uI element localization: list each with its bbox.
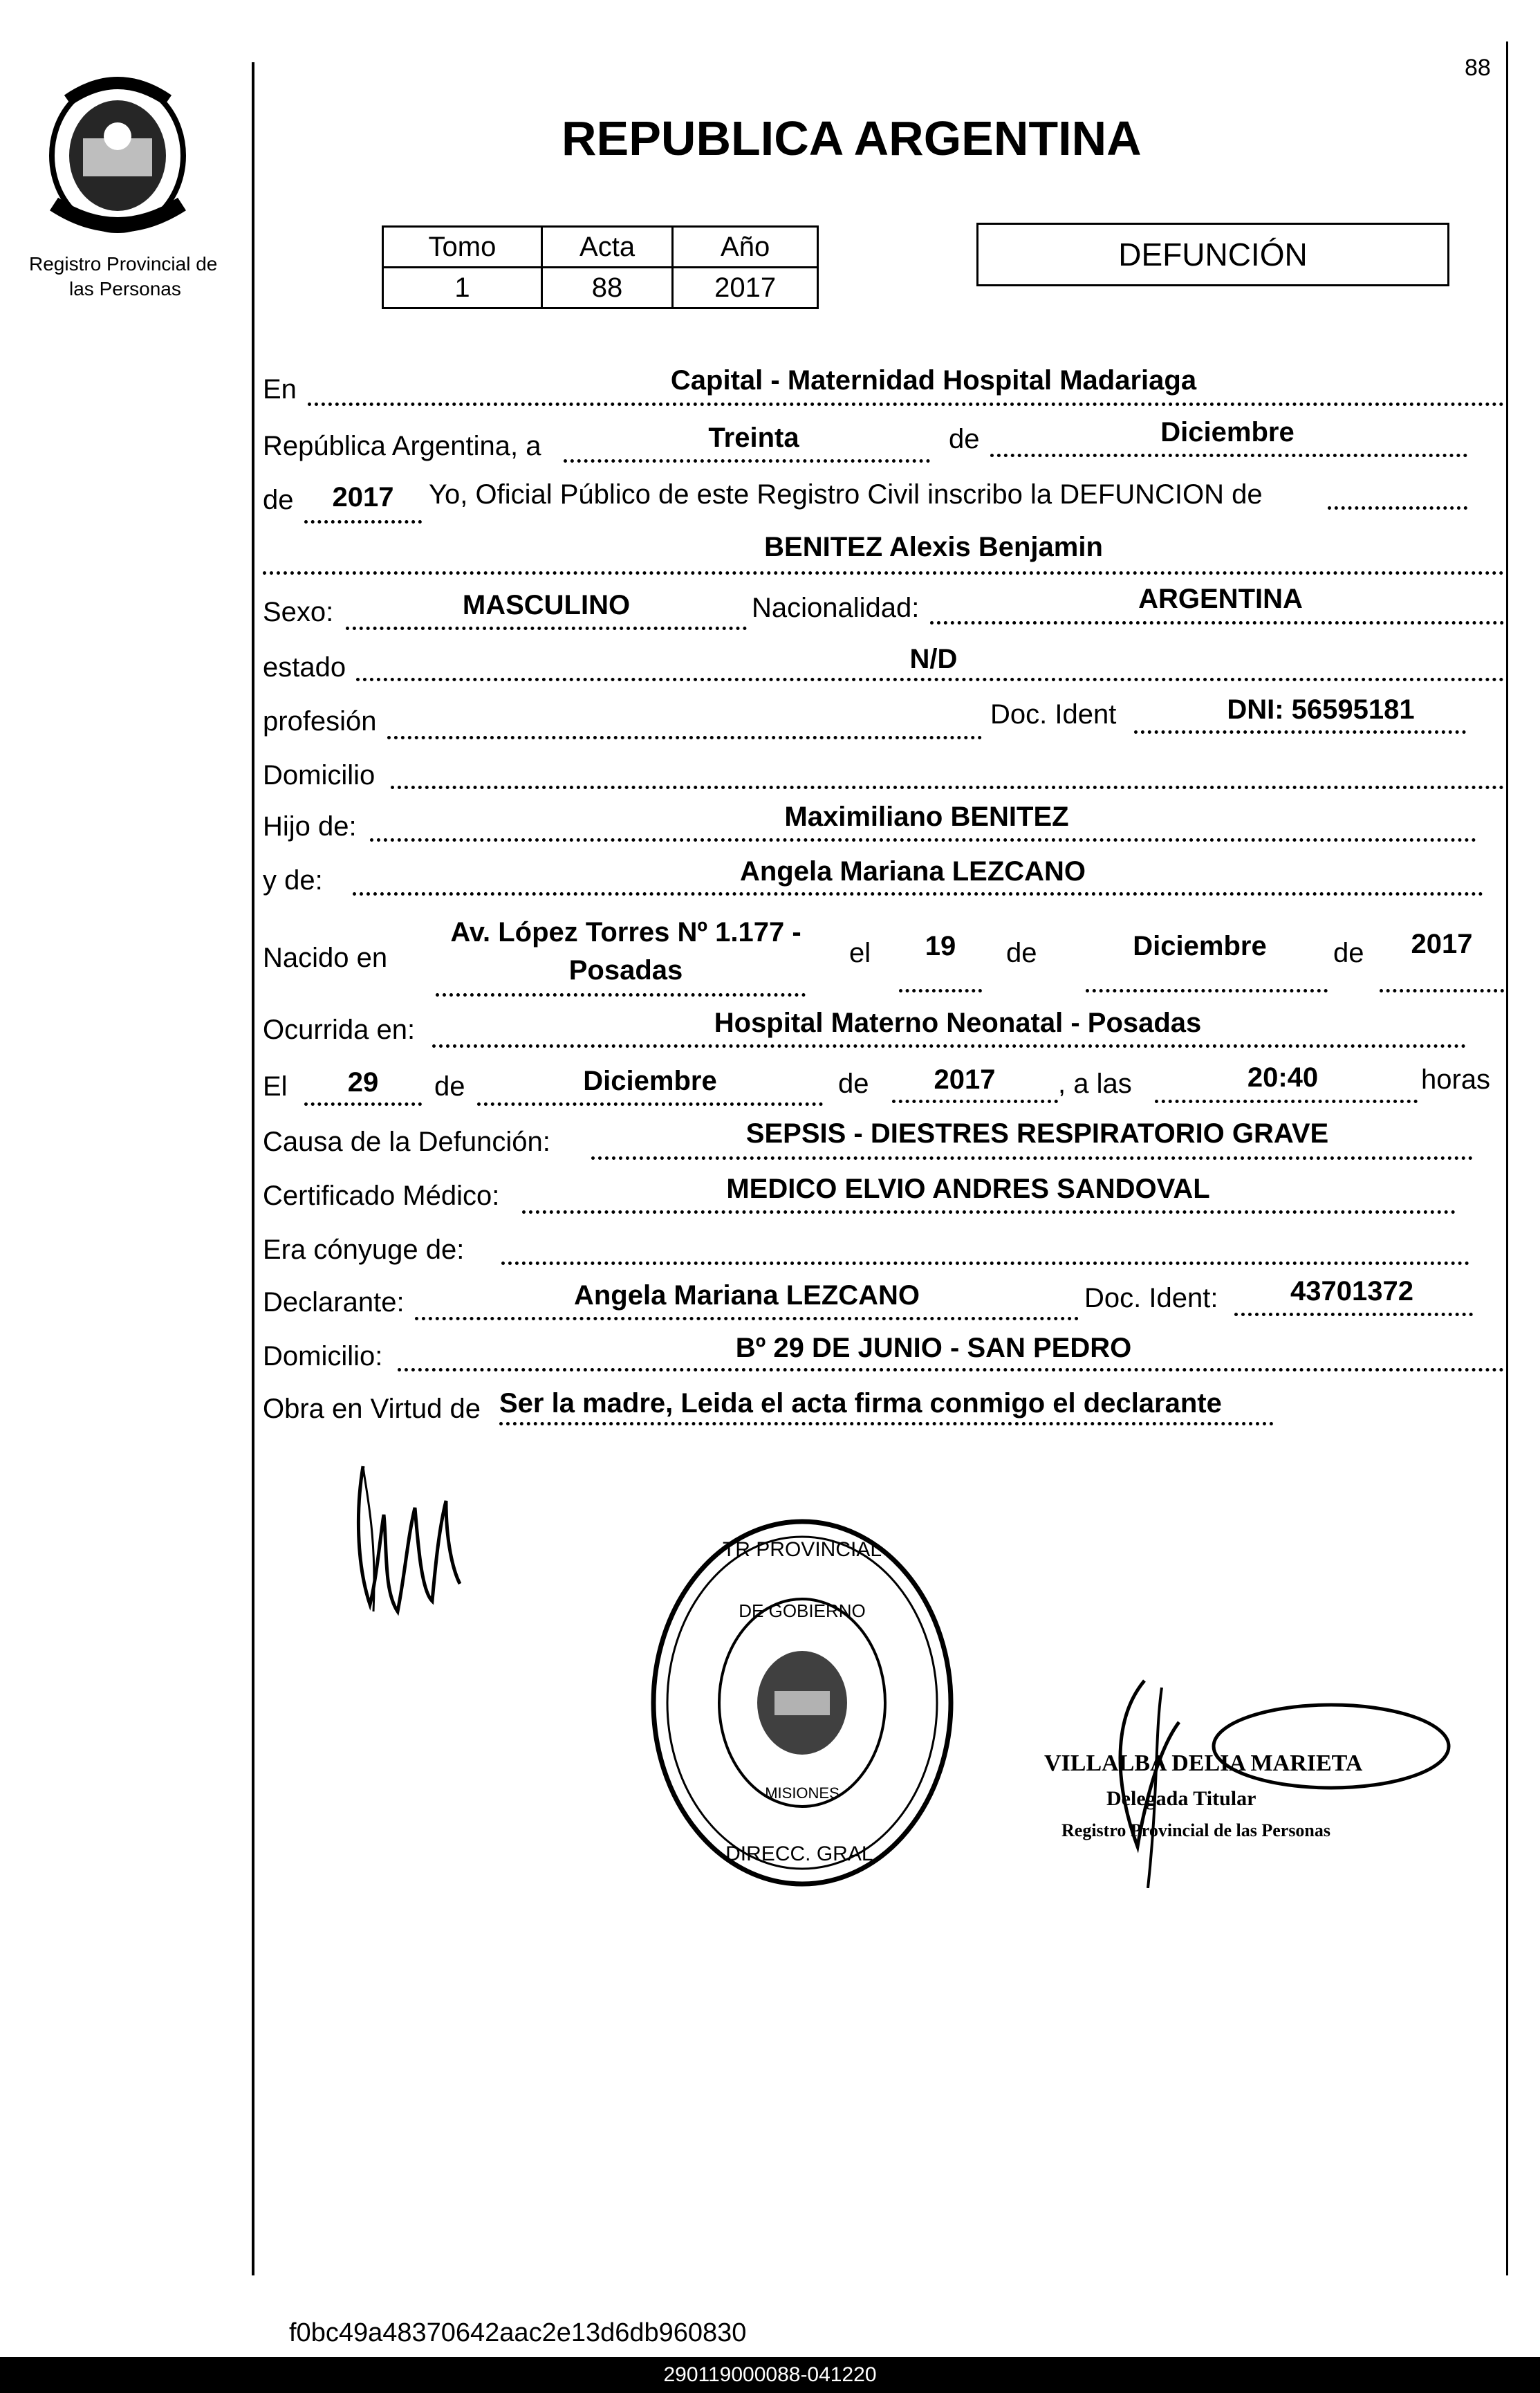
death-day-line [304,1102,422,1106]
estado-line [356,678,1504,681]
el-label: El [263,1071,288,1102]
estado-label: estado [263,652,346,683]
birth-place-line1: Av. López Torres Nº 1.177 - [450,917,801,948]
causa-label: Causa de la Defunción: [263,1127,550,1157]
month-line [990,454,1467,457]
sexo-value: MASCULINO [462,590,631,620]
mother-value: Angela Mariana LEZCANO [739,856,1086,887]
death-place-line [432,1044,1466,1048]
day-value: Treinta [708,423,799,453]
profesion-label: profesión [263,706,377,737]
declarante-domicilio-line [398,1368,1504,1371]
domicilio2-label: Domicilio: [263,1341,383,1371]
page-title: REPUBLICA ARGENTINA [562,111,1142,165]
certificado-value: MEDICO ELVIO ANDRES SANDOVAL [726,1174,1210,1204]
svg-text:Registro Provincial de las Per: Registro Provincial de las Personas [1061,1820,1331,1840]
table-header: Acta [541,227,672,268]
declarante-doc: 43701372 [1290,1276,1413,1306]
el-label: el [849,938,871,968]
hijo-label: Hijo de: [263,811,357,842]
nacionalidad-label: Nacionalidad: [752,593,920,623]
svg-text:DE GOBIERNO: DE GOBIERNO [739,1600,866,1621]
official-seal [647,1515,958,1892]
doc-ident-label: Doc. Ident [990,699,1117,730]
nacido-label: Nacido en [263,943,388,973]
svg-text:MISIONES: MISIONES [765,1784,839,1802]
certificado-line [522,1210,1456,1214]
horas-label: horas [1421,1064,1491,1095]
svg-text:Delegada Titular: Delegada Titular [1106,1787,1256,1810]
causa-value: SEPSIS - DIESTRES RESPIRATORIO GRAVE [745,1118,1329,1149]
right-margin-rule [1506,41,1508,2275]
republica-label: República Argentina, a [263,431,541,461]
dni-line [1134,730,1466,734]
sexo-line [346,627,747,630]
deceased-name: BENITEZ Alexis Benjamin [764,532,1103,562]
causa-line [591,1156,1473,1160]
acta-value: 88 [541,268,672,308]
oficial-line [1328,506,1467,510]
de-label: de [949,424,980,454]
de-label: de [1333,938,1364,968]
page-number: 88 [1465,55,1491,81]
declarante-line [415,1317,1079,1320]
birth-month-line [1086,989,1328,992]
birth-month: Diciembre [1133,931,1267,961]
death-year: 2017 [934,1064,996,1095]
declarante-domicilio: Bº 29 DE JUNIO - SAN PEDRO [735,1333,1132,1363]
sexo-label: Sexo: [263,597,334,627]
dni-value: DNI: 56595181 [1227,694,1415,725]
day-line [564,459,930,463]
declarante-label: Declarante: [263,1287,405,1318]
death-month: Diciembre [583,1066,717,1096]
table-header: Año [673,227,818,268]
alas-label: , a las [1058,1069,1132,1099]
tomo-value: 1 [383,268,542,308]
mother-line [353,892,1483,896]
registrar-stamp [1041,1667,1456,1888]
de-label: de [263,485,294,515]
svg-text:VILLALBA DELIA MARIETA: VILLALBA DELIA MARIETA [1044,1750,1363,1776]
birth-day: 19 [925,931,956,961]
obra-label: Obra en Virtud de [263,1394,481,1424]
year-value: 2017 [332,482,394,512]
conyuge-line [501,1262,1469,1265]
svg-text:DIRECC. GRAL.: DIRECC. GRAL. [725,1842,879,1865]
conyuge-label: Era cónyuge de: [263,1235,465,1265]
certificado-label: Certificado Médico: [263,1181,500,1211]
svg-text:TR PROVINCIAL: TR PROVINCIAL [722,1538,882,1561]
death-month-line [477,1102,823,1106]
document-type-box: DEFUNCIÓN [976,223,1449,286]
death-year-line [892,1100,1058,1103]
death-place: Hospital Materno Neonatal - Posadas [714,1008,1202,1038]
en-label: En [263,374,297,405]
oficial-text: Yo, Oficial Público de este Registro Civil inscribo la DEFUNCION de [429,479,1263,510]
obra-value: Ser la madre, Leida el acta firma conmigo el declarante [499,1388,1222,1419]
birth-place-line [436,993,806,997]
profesion-line [387,736,982,739]
left-margin-rule [252,62,254,2275]
birth-day-line [899,989,982,992]
table-header: Tomo [383,227,542,268]
domicilio-label: Domicilio [263,760,375,791]
ano-value: 2017 [673,268,818,308]
month-value: Diciembre [1160,417,1295,447]
de-label: de [1006,938,1037,968]
birth-place-line2: Posadas [568,955,683,986]
place-value: Capital - Maternidad Hospital Madariaga [670,365,1197,396]
nacionalidad-value: ARGENTINA [1138,584,1303,614]
registry-line1: Registro Provincial de [29,253,218,275]
de-label: de [838,1069,869,1099]
year-line [304,520,422,524]
obra-line [499,1422,1274,1425]
name-line [263,571,1504,575]
nacionalidad-line [930,621,1504,625]
father-line [370,838,1476,842]
province-logo [40,73,196,239]
document-hash: f0bc49a48370642aac2e13d6db960830 [289,2318,747,2347]
place-line [308,403,1504,406]
signature [349,1452,474,1618]
declarante-doc-line [1234,1313,1473,1316]
record-table [382,225,819,309]
ocurrida-label: Ocurrida en: [263,1015,416,1045]
domicilio-line [391,786,1504,789]
barcode-text: 290119000088-041220 [0,2357,1540,2393]
death-day: 29 [347,1067,379,1098]
estado-value: N/D [909,644,958,674]
father-value: Maximiliano BENITEZ [784,802,1069,832]
birth-year-line [1380,989,1504,992]
doc-ident2-label: Doc. Ident: [1084,1283,1218,1313]
yde-label: y de: [263,865,323,896]
birth-year: 2017 [1411,929,1473,959]
de-label: de [434,1071,465,1102]
death-time: 20:40 [1247,1062,1319,1093]
registry-line2: las Personas [69,278,181,299]
declarante-value: Angela Mariana LEZCANO [573,1280,920,1311]
death-time-line [1155,1100,1418,1103]
